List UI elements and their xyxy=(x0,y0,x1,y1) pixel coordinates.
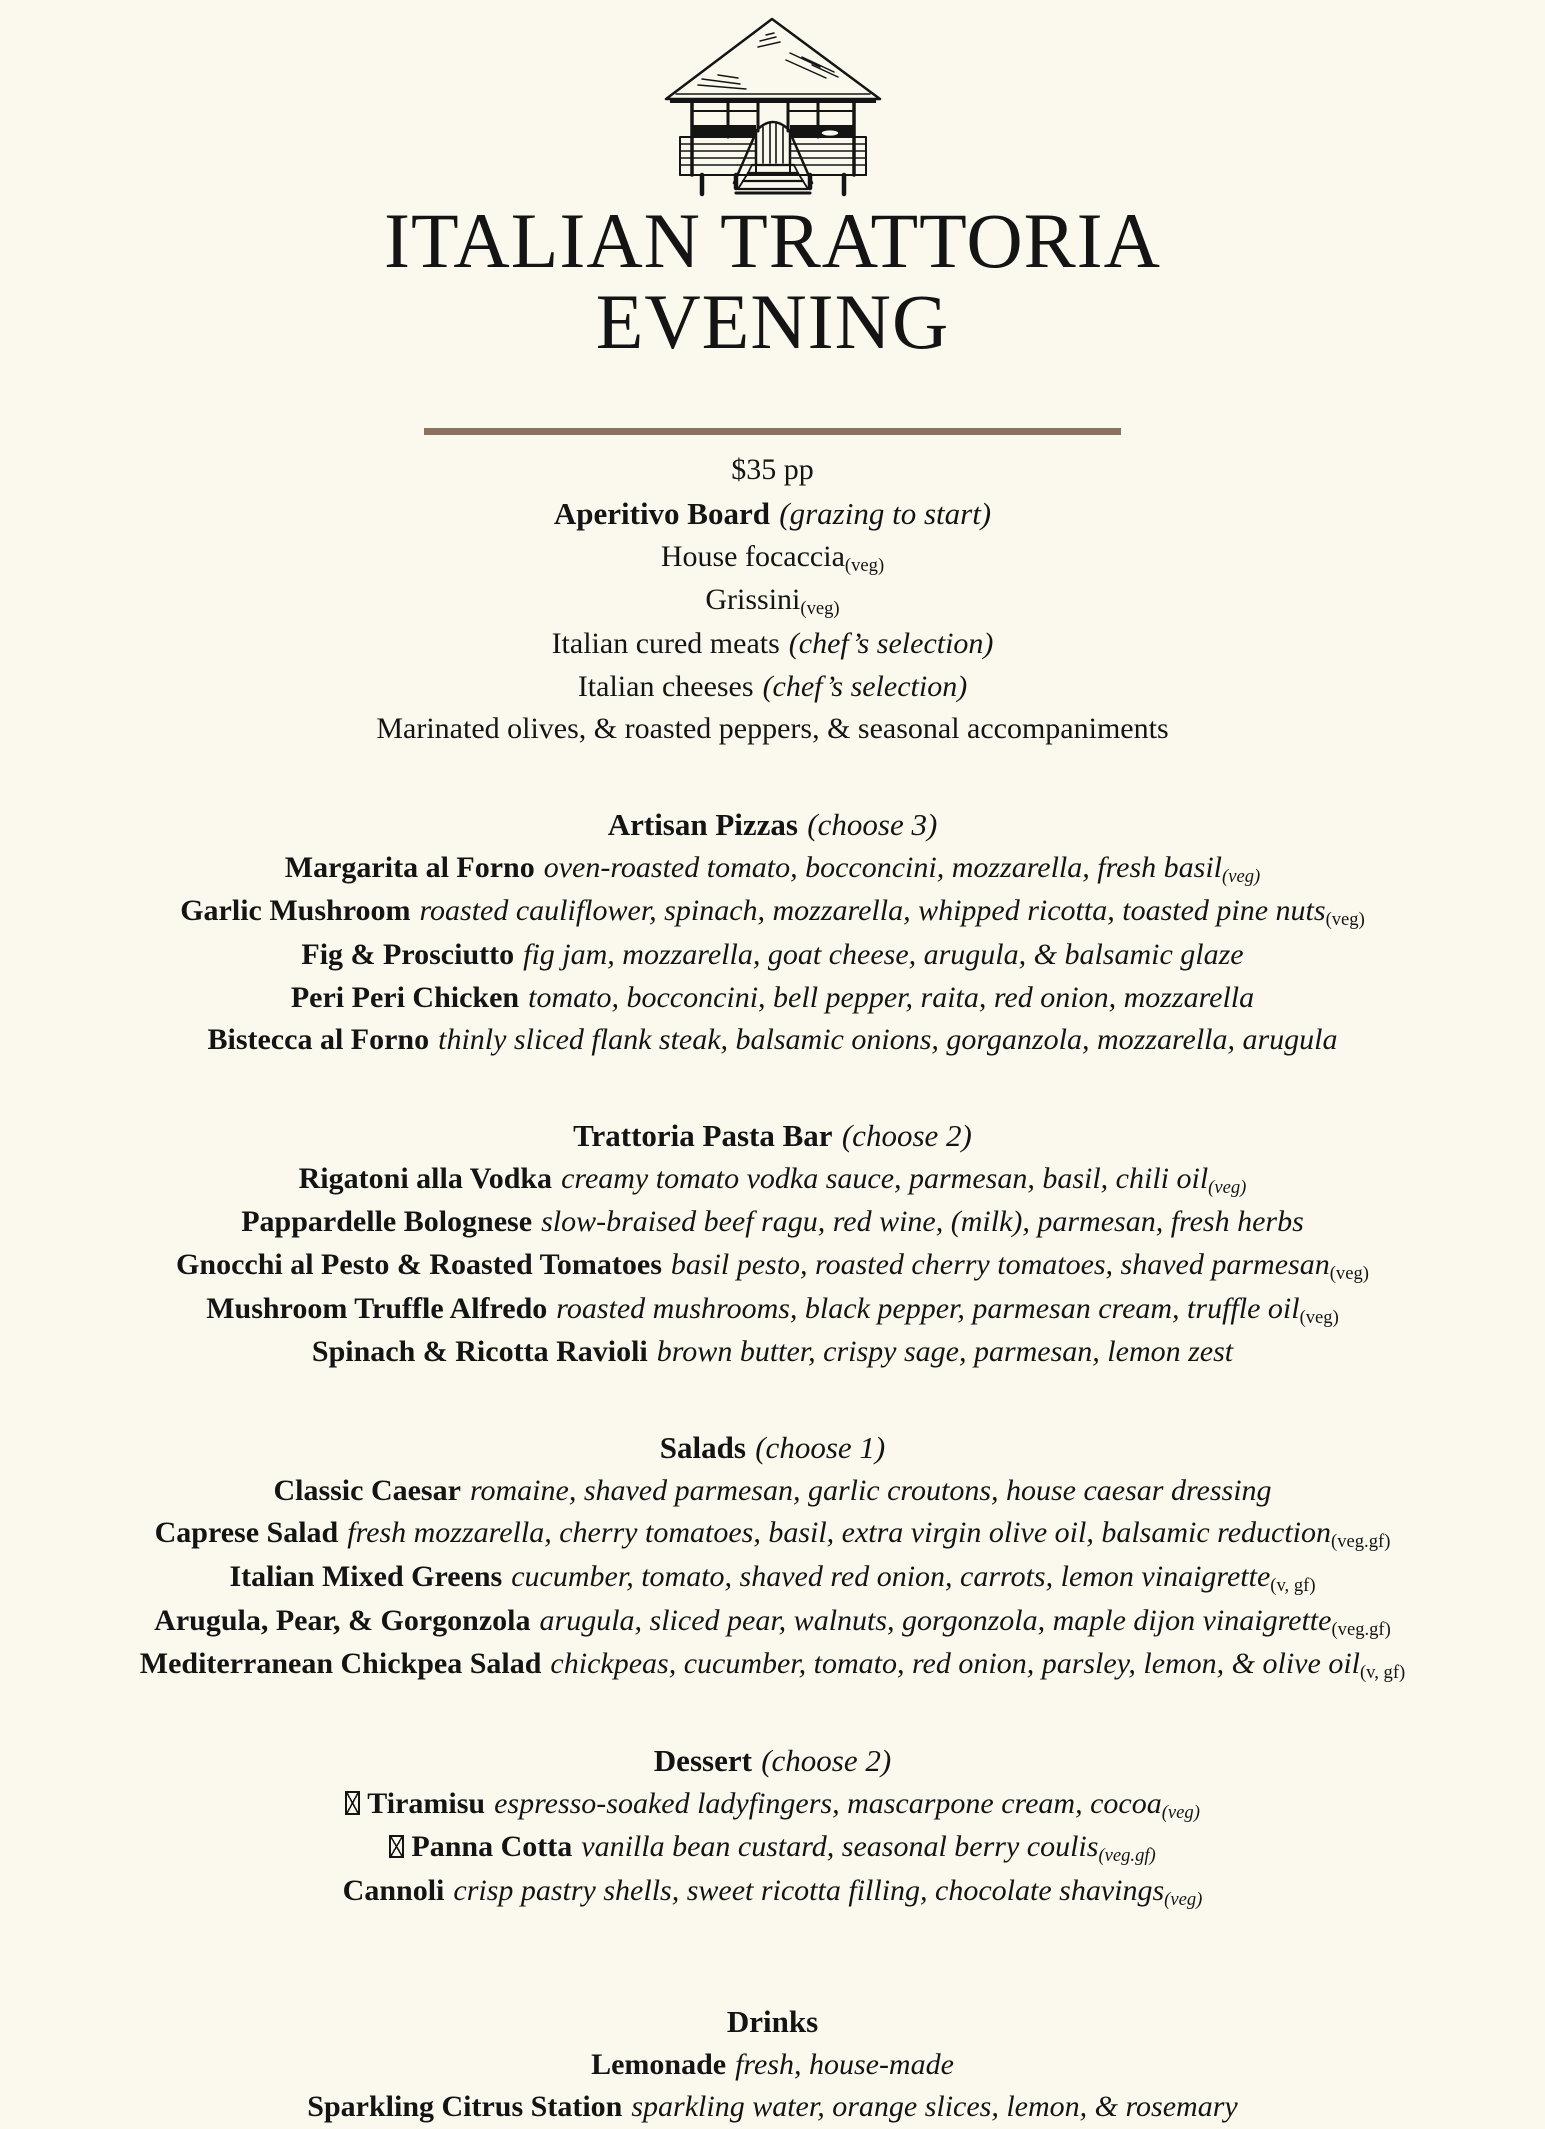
menu-sections xyxy=(0,803,1545,2129)
item-note: (chef’s selection) xyxy=(788,627,994,661)
menu-section xyxy=(0,1426,1545,1687)
dietary-tag: (veg.gf) xyxy=(1098,1845,1156,1867)
menu-item xyxy=(0,977,1545,1020)
section-items xyxy=(0,1158,1545,1374)
dish-description: roasted mushrooms, black pepper, parmesan cream, truffle oil xyxy=(556,1291,1300,1325)
dish-name: Gnocchi al Pesto & Roasted Tomatoes xyxy=(176,1247,662,1281)
dish-name: Spinach & Ricotta Ravioli xyxy=(311,1335,648,1369)
dish-description: sparkling water, orange slices, lemon, & rosemary xyxy=(631,2090,1238,2124)
dish-name: Bistecca al Forno xyxy=(207,1023,430,1057)
section-heading xyxy=(0,1426,1545,1470)
menu-section xyxy=(0,803,1545,1062)
item-text: House focaccia xyxy=(660,539,845,573)
menu-title-line1: ITALIAN TRATTORIA xyxy=(384,197,1161,284)
menu-item xyxy=(0,1201,1545,1244)
menu-item xyxy=(0,934,1545,977)
dish-description: creamy tomato vodka sauce, parmesan, basil, chili oil xyxy=(561,1161,1209,1195)
dietary-tag: (veg) xyxy=(1299,1306,1339,1328)
menu-section xyxy=(0,1114,1545,1374)
section-note: (choose 2) xyxy=(841,1117,972,1153)
menu-item xyxy=(0,1470,1545,1513)
dish-description: arugula, sliced pear, walnuts, gorgonzola, maple dijon vinaigrette xyxy=(539,1603,1332,1637)
menu-item xyxy=(0,1783,1545,1827)
menu-item xyxy=(0,1019,1545,1062)
dish-name: Tiramisu xyxy=(367,1786,486,1820)
dietary-tag: (veg) xyxy=(1325,909,1365,931)
dish-description: roasted cauliflower, spinach, mozzarella, whipped ricotta, toasted pine nuts xyxy=(419,894,1326,928)
dish-name: Cannoli xyxy=(342,1873,445,1907)
dietary-tag: (veg) xyxy=(1329,1263,1369,1285)
menu-item xyxy=(0,890,1545,934)
dish-description: oven-roasted tomato, bocconcini, mozzarella, fresh basil xyxy=(543,850,1222,884)
aperitivo-item xyxy=(0,666,1545,709)
section-items xyxy=(0,847,1545,1062)
aperitivo-note: (grazing to start) xyxy=(779,495,992,531)
dish-description: romaine, shaved parmesan, garlic croutons, house caesar dressing xyxy=(469,1473,1272,1507)
item-text: Italian cured meats xyxy=(551,627,780,661)
menu-item xyxy=(0,847,1545,891)
dish-description: fig jam, mozzarella, goat cheese, arugula, & balsamic glaze xyxy=(523,938,1244,971)
dish-description: vanilla bean custard, seasonal berry coulis xyxy=(581,1830,1099,1864)
dish-description: fresh, house-made xyxy=(735,2047,954,2081)
section-note: (choose 2) xyxy=(761,1742,892,1778)
dietary-tag: (veg) xyxy=(800,598,840,620)
section-heading xyxy=(0,1739,1545,1783)
item-note: (chef’s selection) xyxy=(762,669,968,703)
dietary-tag: (veg.gf) xyxy=(1331,1531,1391,1553)
section-items xyxy=(0,1783,1545,1914)
menu-item xyxy=(0,1600,1545,1644)
price-per-person: $35 pp xyxy=(731,453,814,487)
dietary-tag: (veg.gf) xyxy=(1331,1618,1391,1640)
dish-name: Mushroom Truffle Alfredo xyxy=(206,1291,548,1325)
dish-name: Margarita al Forno xyxy=(284,850,535,884)
dish-description: thinly sliced flank steak, balsamic onions, gorganzola, mozzarella, arugula xyxy=(438,1023,1338,1057)
section-note: (choose 3) xyxy=(807,806,938,842)
menu-item xyxy=(0,1556,1545,1600)
dish-description: crisp pastry shells, sweet ricotta filling, chocolate shavings xyxy=(453,1873,1165,1907)
section-title: Dessert xyxy=(653,1742,752,1778)
dietary-tag: (v, gf) xyxy=(1359,1662,1406,1684)
dietary-tag: (veg) xyxy=(844,555,885,577)
dish-description: basil pesto, roasted cherry tomatoes, shaved parmesan xyxy=(670,1247,1330,1281)
dietary-tag: (veg) xyxy=(1208,1177,1247,1198)
menu-item xyxy=(0,1870,1545,1914)
item-text: Grissini xyxy=(705,583,801,617)
menu-item xyxy=(0,1288,1545,1332)
divider-rule xyxy=(424,428,1121,435)
missing-glyph-box-icon xyxy=(389,1835,404,1858)
section-heading xyxy=(0,1114,1545,1158)
dietary-tag: (v, gf) xyxy=(1270,1575,1316,1597)
item-text: Italian cheeses xyxy=(577,669,754,703)
menu-item xyxy=(0,1244,1545,1288)
aperitivo-item xyxy=(0,579,1545,623)
dish-description: espresso-soaked ladyfingers, mascarpone cream, cocoa xyxy=(494,1786,1162,1820)
item-text: Marinated olives, & roasted peppers, & seasonal accompaniments xyxy=(376,712,1169,746)
hut-illustration-icon xyxy=(0,12,1545,196)
section-title: Artisan Pizzas xyxy=(607,806,798,842)
dish-description: fresh mozzarella, cherry tomatoes, basil, extra virgin olive oil, balsamic reduction xyxy=(347,1516,1332,1550)
dish-name: Classic Caesar xyxy=(273,1473,461,1507)
menu-item xyxy=(0,2044,1545,2087)
section-heading xyxy=(0,803,1545,847)
dish-name: Garlic Mushroom xyxy=(180,894,411,928)
dish-name: Arugula, Pear, & Gorgonzola xyxy=(154,1603,531,1637)
dish-name: Rigatoni alla Vodka xyxy=(298,1161,553,1195)
dish-name: Pappardelle Bolognese xyxy=(241,1205,533,1239)
missing-glyph-box-icon xyxy=(345,1791,360,1814)
dish-description: chickpeas, cucumber, tomato, red onion, parsley, lemon, & olive oil xyxy=(550,1647,1360,1681)
dish-name: Fig & Prosciutto xyxy=(301,938,515,971)
dietary-tag: (veg) xyxy=(1161,1801,1200,1823)
menu-item xyxy=(0,1643,1545,1687)
dish-name: Sparkling Citrus Station xyxy=(307,2090,623,2124)
section-title: Salads xyxy=(659,1429,746,1465)
dish-name: Caprese Salad xyxy=(154,1516,339,1550)
section-items xyxy=(0,2044,1545,2129)
menu-item xyxy=(0,1331,1545,1374)
dish-name: Panna Cotta xyxy=(411,1830,573,1864)
dish-description: brown butter, crispy sage, parmesan, lemon zest xyxy=(656,1335,1234,1369)
menu-item xyxy=(0,1512,1545,1556)
menu-item xyxy=(0,1158,1545,1202)
section-title: Trattoria Pasta Bar xyxy=(573,1117,833,1153)
section-note: (choose 1) xyxy=(755,1429,886,1465)
aperitivo-item xyxy=(0,536,1545,580)
aperitivo-item xyxy=(0,708,1545,751)
section-heading xyxy=(0,2000,1545,2044)
section-items xyxy=(0,1470,1545,1687)
menu-section xyxy=(0,2000,1545,2129)
dish-name: Peri Peri Chicken xyxy=(290,980,520,1014)
aperitivo-list xyxy=(0,536,1545,751)
dish-description: slow-braised beef ragu, red wine, (milk), parmesan, fresh herbs xyxy=(541,1205,1304,1239)
dish-name: Mediterranean Chickpea Salad xyxy=(139,1647,542,1681)
dish-description: cucumber, tomato, shaved red onion, carrots, lemon vinaigrette xyxy=(511,1559,1271,1593)
menu-item xyxy=(0,2086,1545,2129)
menu-title-line2: EVENING xyxy=(595,278,950,366)
aperitivo-title: Aperitivo Board xyxy=(553,495,770,531)
menu-section xyxy=(0,1739,1545,1914)
dish-name: Lemonade xyxy=(591,2047,727,2081)
section-title: Drinks xyxy=(726,2003,819,2039)
aperitivo-item xyxy=(0,623,1545,666)
menu-item xyxy=(0,1826,1545,1870)
dietary-tag: (veg) xyxy=(1222,866,1261,888)
dish-description: tomato, bocconcini, bell pepper, raita, red onion, mozzarella xyxy=(528,980,1255,1014)
aperitivo-heading xyxy=(0,492,1545,536)
dish-name: Italian Mixed Greens xyxy=(229,1559,503,1593)
dietary-tag: (veg) xyxy=(1164,1889,1203,1911)
